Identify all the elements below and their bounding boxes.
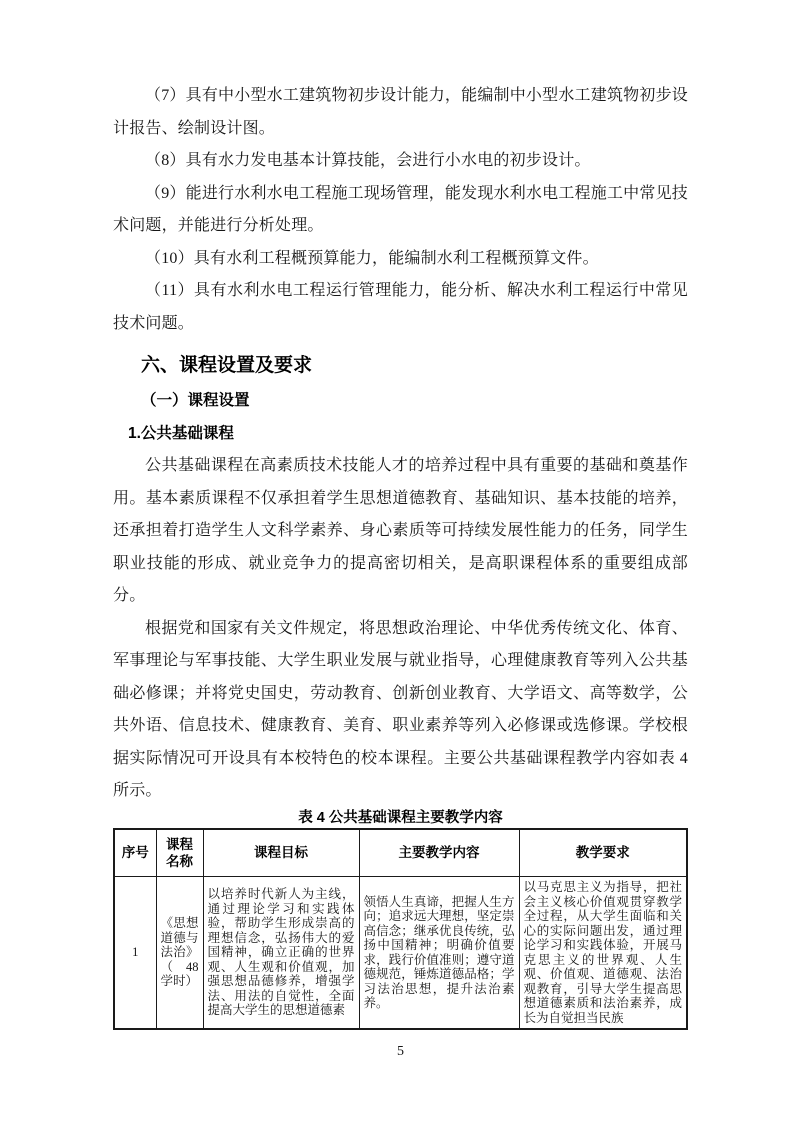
intro-paragraph-2: 根据党和国家有关文件规定，将思想政治理论、中华优秀传统文化、体育、军事理论与军事技能、大学生职业发展与就业指导，心理健康教育等列入公共基础必修课；并将党史国史，劳动教育、创新创业教育、大学语文、高等数学，公共外语、信息技术、健康教育、美育、职业素养等列入必修课或选修课。学校根据实际情况可开设具有本校特色的校本课程。主要公共基础课程教学内容如表 4 所示。 [113,619,688,799]
item-heading: 1.公共基础课程 [128,425,234,442]
cell-requirements: 以马克思主义为指导，把社会主义核心价值观贯穿教学全过程，从大学生面临和关心的实际问题出发，通过理论学习和实践体验，开展马克思主义的世界观、人生观、价值观、道德观、法治观教育，引导大学生提高思想道德素质和法治素养，成长为自觉担当民族 [519,877,687,1030]
section-heading: 六、课程设置及要求 [141,355,313,376]
header-cell-objectives: 课程目标 [203,829,359,877]
intro-paragraph-1: 公共基础课程在高素质技术技能人才的培养过程中具有重要的基础和奠基作用。基本素质课程不仅承担着学生思想道德教育、基础知识、基本技能的培养，还承担着打造学生人文科学素养、身心素质等可持续发展性能力的任务，同学生职业技能的形成、就业竞争力的提高密切相关，是高职课程体系的重要组成部分。 [113,457,688,604]
ability-paragraph-10: （10）具有水利工程概预算能力，能编制水利工程概预算文件。 [145,249,599,267]
ability-paragraph-7: （7）具有中小型水工建筑物初步设计能力，能编制中小型水工建筑物初步设计报告、绘制设计图。 [113,87,688,137]
cell-number: 1 [114,877,156,1030]
cell-course-name: 《思想道德与法治》（48 学时） [156,877,203,1030]
table-caption: 表 4 公共基础课程主要教学内容 [298,809,503,826]
ability-paragraph-9: （9）能进行水利水电工程施工现场管理，能发现水利水电工程施工中常见技术问题，并能进行分析处理。 [113,184,688,234]
ability-paragraph-11: （11）具有水利水电工程运行管理能力，能分析、解决水利工程运行中常见技术问题。 [113,282,688,332]
header-cell-main-content: 主要教学内容 [359,829,519,877]
cell-objectives: 以培养时代新人为主线，通过理论学习和实践体验，帮助学生形成崇高的理想信念，弘扬伟大的爱国精神，确立正确的世界观、人生观和价值观，加强思想品德修养，增强学法、用法的自觉性，全面提高大学生的思想道德素 [203,877,359,1030]
cell-main-content: 领悟人生真谛，把握人生方向；追求远大理想，坚定崇高信念；继承优良传统，弘扬中国精神；明确价值要求，践行价值准则；遵守道德规范，锤炼道德品格；学习法治思想，提升法治素养。 [359,877,519,1030]
header-cell-number: 序号 [114,829,156,877]
subsection-heading: （一）课程设置 [141,392,250,409]
table-row [114,877,687,1030]
header-cell-course-name: 课程名称 [156,829,203,877]
header-cell-requirements: 教学要求 [519,829,687,877]
page-content [113,0,688,1062]
courses-table [113,828,688,1031]
ability-paragraph-8: （8）具有水力发电基本计算技能，会进行小水电的初步设计。 [145,152,591,169]
table-header-row [114,829,687,877]
page-number: 5 [397,1044,404,1059]
